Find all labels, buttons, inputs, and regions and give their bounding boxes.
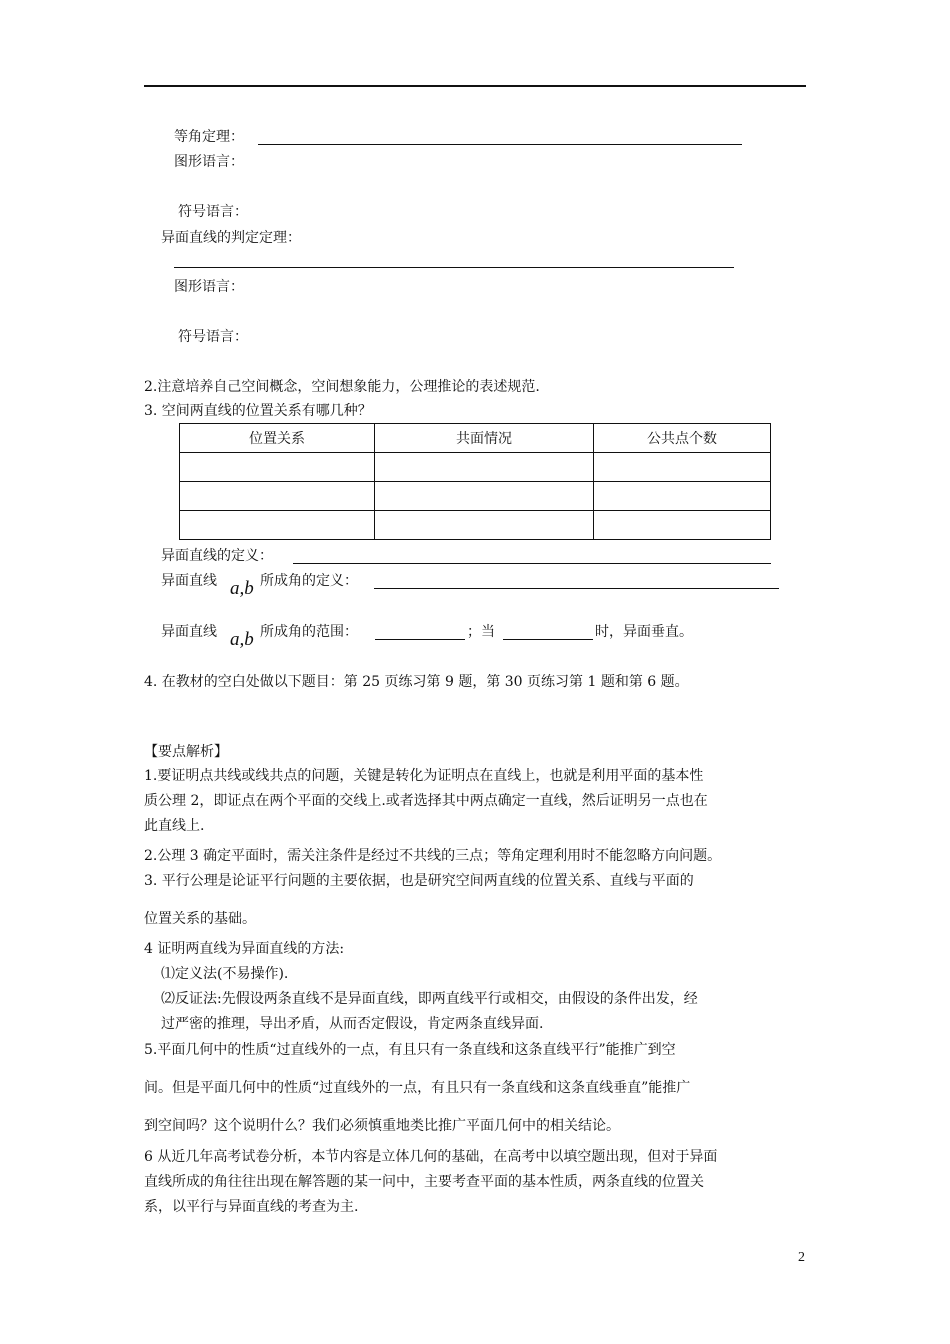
- skew-range-prefix: 异面直线: [161, 624, 217, 640]
- analysis-p1-line3: 此直线上.: [144, 818, 205, 834]
- analysis-p1-line1: 1.要证明点共线或线共点的问题，关键是转化为证明点在直线上，也就是利用平面的基本性: [144, 768, 704, 784]
- analysis-p2: 2.公理 3 确定平面时，需关注条件是经过不共线的三点；等角定理利用时不能忽略方向问题。: [144, 848, 722, 864]
- analysis-heading: 【要点解析】: [144, 744, 228, 760]
- analysis-p3-line1: 3. 平行公理是论证平行问题的主要依据，也是研究空间两直线的位置关系、直线与平面的: [144, 873, 694, 889]
- skew-range-when: ；当: [467, 624, 495, 640]
- skew-range-blank[interactable]: [375, 639, 465, 640]
- col-header-relation: 位置关系: [180, 424, 375, 453]
- equal-angle-label: 等角定理：: [174, 129, 244, 145]
- table-cell[interactable]: [375, 482, 594, 511]
- analysis-p5-line3: 到空间吗？这个说明什么？我们必须慎重地类比推广平面几何中的相关结论。: [144, 1118, 620, 1134]
- analysis-p5-line1: 5.平面几何中的性质“过直线外的一点，有且只有一条直线和这条直线平行”能推广到空: [144, 1042, 676, 1058]
- skew-def-label: 异面直线的定义：: [161, 548, 273, 564]
- analysis-p6-line1: 6 从近几年高考试卷分析，本节内容是立体几何的基础，在高考中以填空题出现，但对于异面: [144, 1149, 718, 1165]
- table-header-row: [180, 424, 771, 453]
- analysis-p6-line2: 直线所成的角往往出现在解答题的某一问中，主要考查平面的基本性质，两条直线的位置关: [144, 1174, 704, 1190]
- item-2: 2.注意培养自己空间概念，空间想象能力，公理推论的表述规范.: [144, 379, 540, 395]
- skew-def-blank[interactable]: [293, 563, 771, 564]
- symbol-language-label: 符号语言：: [178, 204, 248, 220]
- skew-range-symbol: a,b: [230, 629, 254, 650]
- skew-angle-def-prefix: 异面直线: [161, 573, 217, 589]
- skew-angle-def-suffix: 所成角的定义：: [260, 573, 358, 589]
- table-cell[interactable]: [375, 453, 594, 482]
- analysis-p4-heading: 4 证明两直线为异面直线的方法:: [144, 941, 345, 957]
- analysis-p3-line2: 位置关系的基础。: [144, 911, 256, 927]
- table-cell[interactable]: [180, 482, 375, 511]
- table-row: [180, 511, 771, 540]
- analysis-p5-line2: 间。但是平面几何中的性质“过直线外的一点，有且只有一条直线和这条直线垂直”能推广: [144, 1080, 691, 1096]
- skew-range-end: 时，异面垂直。: [595, 624, 693, 640]
- col-header-common-points: 公共点个数: [594, 424, 771, 453]
- analysis-p6-line3: 系，以平行与异面直线的考查为主.: [144, 1199, 359, 1215]
- skew-range-mid: 所成角的范围：: [260, 624, 358, 640]
- skew-perpendicular-blank[interactable]: [503, 639, 593, 640]
- skew-test-blank[interactable]: [174, 267, 734, 268]
- analysis-p4-b-line2: 过严密的推理，导出矛盾，从而否定假设，肯定两条直线异面.: [161, 1016, 544, 1032]
- equal-angle-blank[interactable]: [258, 144, 742, 145]
- analysis-p1-line2: 质公理 2，即证点在两个平面的交线上.或者选择其中两点确定一直线，然后证明另一点也在: [144, 793, 708, 809]
- table-cell[interactable]: [375, 511, 594, 540]
- table-cell[interactable]: [180, 453, 375, 482]
- col-header-coplanar: 共面情况: [375, 424, 594, 453]
- table-cell[interactable]: [594, 511, 771, 540]
- page-number: 2: [798, 1250, 805, 1265]
- item-4: 4. 在教材的空白处做以下题目：第 25 页练习第 9 题，第 30 页练习第 1 题和第 6 题。: [144, 674, 689, 690]
- analysis-p4-b-line1: ⑵反证法:先假设两条直线不是异面直线，即两直线平行或相交，由假设的条件出发，经: [161, 991, 698, 1007]
- item-3: 3. 空间两直线的位置关系有哪几种？: [144, 403, 372, 419]
- analysis-p4-a: ⑴定义法(不易操作).: [161, 966, 289, 982]
- table-cell[interactable]: [594, 453, 771, 482]
- table-cell[interactable]: [180, 511, 375, 540]
- skew-test-label: 异面直线的判定定理：: [161, 230, 301, 246]
- table-cell[interactable]: [594, 482, 771, 511]
- graphic-language-label: 图形语言：: [174, 154, 244, 170]
- skew-angle-def-symbol: a,b: [230, 578, 254, 599]
- position-relation-table: [179, 423, 771, 540]
- table-row: [180, 453, 771, 482]
- graphic-language-label-2: 图形语言：: [174, 279, 244, 295]
- table-row: [180, 482, 771, 511]
- skew-angle-def-blank[interactable]: [374, 588, 779, 589]
- symbol-language-label-2: 符号语言：: [178, 329, 248, 345]
- header-rule: [144, 85, 806, 87]
